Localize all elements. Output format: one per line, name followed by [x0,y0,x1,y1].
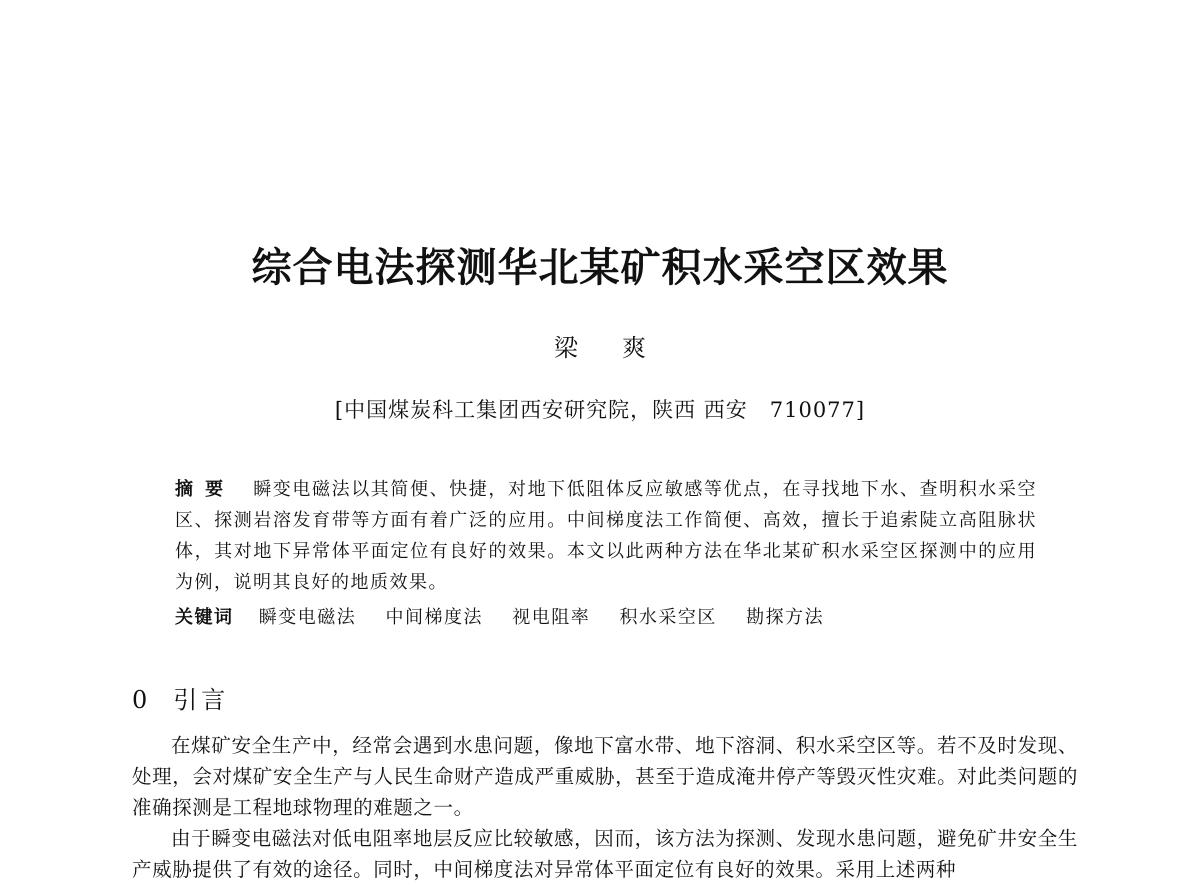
body-paragraph: 在煤矿安全生产中，经常会遇到水患问题，像地下富水带、地下溶洞、积水采空区等。若不及时发现、处理，会对煤矿安全生产与人民生命财产造成严重威胁，甚至于造成淹井停产等毁灭性灾难。对此类问题的准确探测是工程地球物理的难题之一。 [132,734,1078,819]
author-name: 梁爽 [554,334,690,362]
section-title: 引言 [173,686,230,714]
keyword-item: 积水采空区 [619,607,717,628]
keywords-label: 关键词 [175,607,234,628]
section-number: 0 [132,686,148,714]
keyword-item: 瞬变电磁法 [258,607,357,628]
author-affiliation: [中国煤炭科工集团西安研究院，陕西 西安 710077] [334,398,866,422]
abstract-text: 瞬变电磁法以其简便、快捷，对地下低阻体反应敏感等优点，在寻找地下水、查明积水采空区、探测岩溶发育带等方面有着广泛的应用。中间梯度法工作简便、高效，擅长于追索陡立高阻脉状体，其对地下异常体平面定位有良好的效果。本文以此两种方法在华北某矿积水采空区探测中的应用为例，说明其良好的地质效果。 [175,479,1038,593]
abstract [175,474,1037,598]
keyword-item: 中间梯度法 [385,607,483,628]
body-text [132,730,1078,885]
abstract-label: 摘要 [175,479,236,500]
body-paragraph: 由于瞬变电磁法对低电阻率地层反应比较敏感，因而，该方法为探测、发现水患问题，避免矿井安全生产威胁提供了有效的途径。同时，中间梯度法对异常体平面定位有良好的效果。采用上述两种 [132,827,1078,881]
keyword-item: 勘探方法 [746,607,825,628]
paper-title: 综合电法探测华北某矿积水采空区效果 [251,245,949,291]
keyword-item: 视电阻率 [512,607,591,628]
section-heading [132,680,229,715]
keywords [175,602,1037,633]
